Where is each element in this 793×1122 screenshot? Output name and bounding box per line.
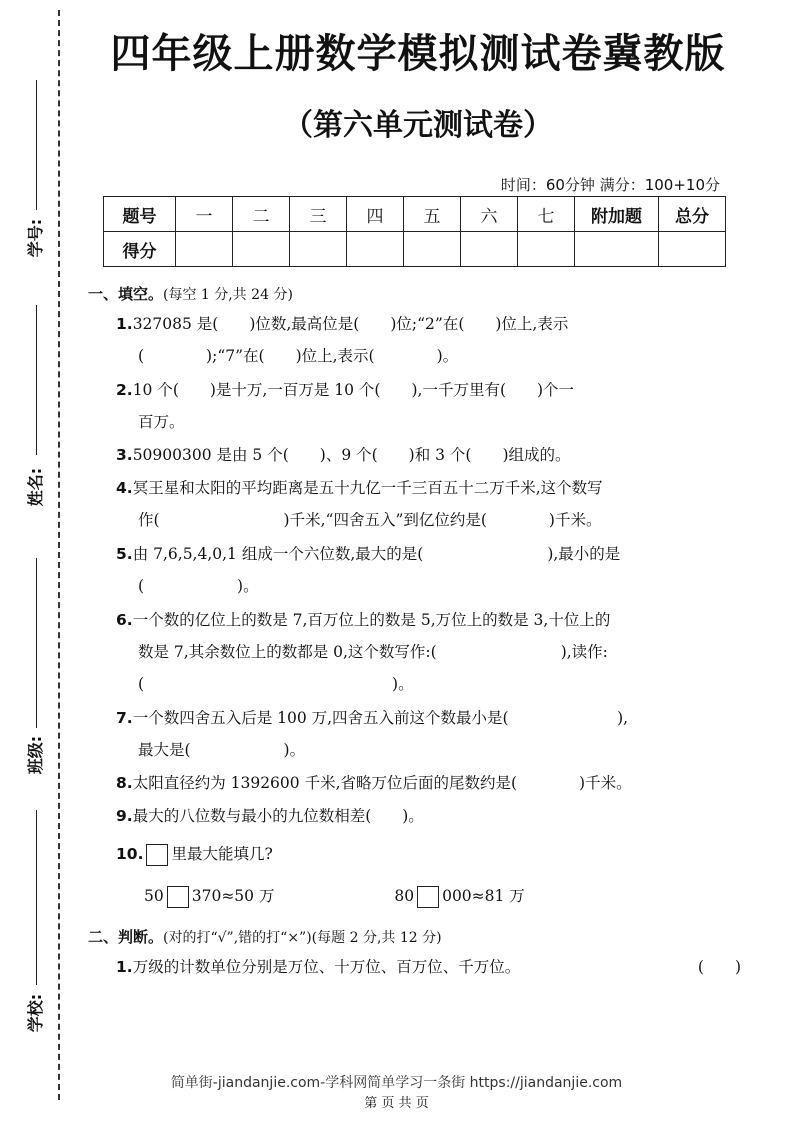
question-text: 冥王星和太阳的平均距离是五十九亿一千三百五十二万千米,这个数写	[132, 479, 603, 497]
score-header-cell: 七	[518, 197, 575, 232]
question-6	[116, 604, 741, 700]
question-text: 10 个( )是十万,一百万是 10 个( ),一千万里有( )个一	[132, 381, 575, 399]
question-1	[116, 308, 741, 372]
blank-box[interactable]	[146, 844, 168, 866]
question-8	[116, 767, 741, 799]
question-number: 7.	[116, 709, 133, 727]
class-label: 班级:	[25, 735, 45, 775]
score-table	[103, 196, 726, 267]
score-header-cell: 五	[404, 197, 461, 232]
question-text: 一个数的亿位上的数是 7,百万位上的数是 5,万位上的数是 3,十位上的	[132, 611, 611, 629]
question-text: 作( )千米,“四舍五入”到亿位约是( )千米。	[138, 511, 602, 529]
question-10	[116, 838, 741, 870]
question-2	[116, 374, 741, 438]
section-2-note: (对的打“√”,错的打“×”)(每题 2 分,共 12 分)	[163, 930, 442, 946]
footer-source: 简单街-jiandanjie.com-学科网简单学习一条街 https://jiandanjie.com	[170, 1075, 623, 1091]
section-1-note: (每空 1 分,共 24 分)	[163, 287, 293, 303]
score-header-cell: 题号	[104, 197, 176, 232]
question-number: 1.	[116, 315, 133, 333]
question-text: 最大是( )。	[138, 741, 306, 759]
binding-margin	[0, 0, 70, 1122]
question-3	[116, 439, 741, 471]
question-number: 10.	[116, 845, 144, 863]
score-header-cell: 四	[347, 197, 404, 232]
name-line	[36, 305, 37, 455]
score-cell[interactable]	[290, 232, 347, 267]
question-text: 由 7,6,5,4,0,1 组成一个六位数,最大的是( ),最小的是	[132, 545, 621, 563]
question-number: 6.	[116, 611, 133, 629]
score-header-cell: 附加题	[575, 197, 659, 232]
question-4	[116, 472, 741, 536]
footer-page-number: 第 页 共 页	[364, 1096, 429, 1111]
question-text: 最大的八位数与最小的九位数相差( )。	[132, 807, 424, 825]
question-7	[116, 702, 741, 766]
student-id-line	[36, 80, 37, 210]
school-label: 学校:	[25, 993, 45, 1033]
score-header-cell: 三	[290, 197, 347, 232]
question-number: 4.	[116, 479, 133, 497]
question-text: 里最大能填几?	[171, 845, 273, 863]
cut-line	[58, 10, 60, 1100]
section-2-heading	[88, 926, 442, 947]
question-text: 百万。	[138, 413, 185, 431]
answer-b-box[interactable]	[417, 886, 439, 908]
score-header-cell: 总分	[659, 197, 726, 232]
question-number: 3.	[116, 446, 133, 464]
question-text: 万级的计数单位分别是万位、十万位、百万位、千万位。	[132, 958, 521, 976]
score-cell[interactable]	[659, 232, 726, 267]
judge-answer-paren[interactable]: ( )	[697, 958, 741, 976]
question-number: 2.	[116, 381, 133, 399]
page-subtitle: （第六单元测试卷）	[283, 108, 553, 143]
student-id-label: 学号:	[25, 218, 45, 258]
score-cell[interactable]	[518, 232, 575, 267]
section-1-title: 一、填空。	[88, 285, 164, 303]
score-cell[interactable]	[176, 232, 233, 267]
answer-b-suffix: 000≈81 万	[442, 887, 525, 905]
answer-b-prefix: 80	[394, 887, 415, 905]
question-text: 太阳直径约为 1392600 千米,省略万位后面的尾数约是( )千米。	[132, 774, 632, 792]
answer-a-prefix: 50	[144, 887, 164, 905]
question-number: 8.	[116, 774, 133, 792]
score-cell[interactable]	[404, 232, 461, 267]
name-label: 姓名:	[25, 467, 45, 507]
class-line	[36, 558, 37, 728]
score-row-label: 得分	[104, 232, 176, 267]
score-table-score-row	[104, 232, 726, 267]
score-header-cell: 二	[233, 197, 290, 232]
school-line	[36, 810, 37, 985]
answer-a-box[interactable]	[167, 886, 189, 908]
question-number: 5.	[116, 545, 133, 563]
question-number: 1.	[116, 958, 133, 976]
question-9	[116, 800, 741, 832]
question-10-answers	[144, 880, 769, 912]
score-header-cell: 一	[176, 197, 233, 232]
question-number: 9.	[116, 807, 133, 825]
question-text: ( )。	[138, 675, 414, 693]
score-cell[interactable]	[347, 232, 404, 267]
judge-question-1	[116, 951, 741, 983]
question-text: 数是 7,其余数位上的数都是 0,这个数写作:( ),读作:	[138, 643, 608, 661]
score-table-header-row	[104, 197, 726, 232]
score-cell[interactable]	[233, 232, 290, 267]
question-text: 一个数四舍五入后是 100 万,四舍五入前这个数最小是( ),	[132, 709, 629, 727]
question-text: ( );“7”在( )位上,表示( )。	[138, 347, 459, 365]
answer-a-suffix: 370≈50 万	[191, 887, 275, 905]
section-1-heading	[88, 283, 293, 304]
question-text: 50900300 是由 5 个( )、9 个( )和 3 个( )组成的。	[132, 446, 571, 464]
question-text: ( )。	[138, 577, 259, 595]
page-title: 四年级上册数学模拟测试卷冀教版	[110, 31, 726, 77]
question-5	[116, 538, 741, 602]
section-2-title: 二、判断。	[88, 928, 164, 946]
score-header-cell: 六	[461, 197, 518, 232]
score-cell[interactable]	[575, 232, 659, 267]
score-cell[interactable]	[461, 232, 518, 267]
time-info: 时间：60分钟 满分：100+10分	[500, 176, 720, 194]
question-text: 327085 是( )位数,最高位是( )位;“2”在( )位上,表示	[132, 315, 569, 333]
